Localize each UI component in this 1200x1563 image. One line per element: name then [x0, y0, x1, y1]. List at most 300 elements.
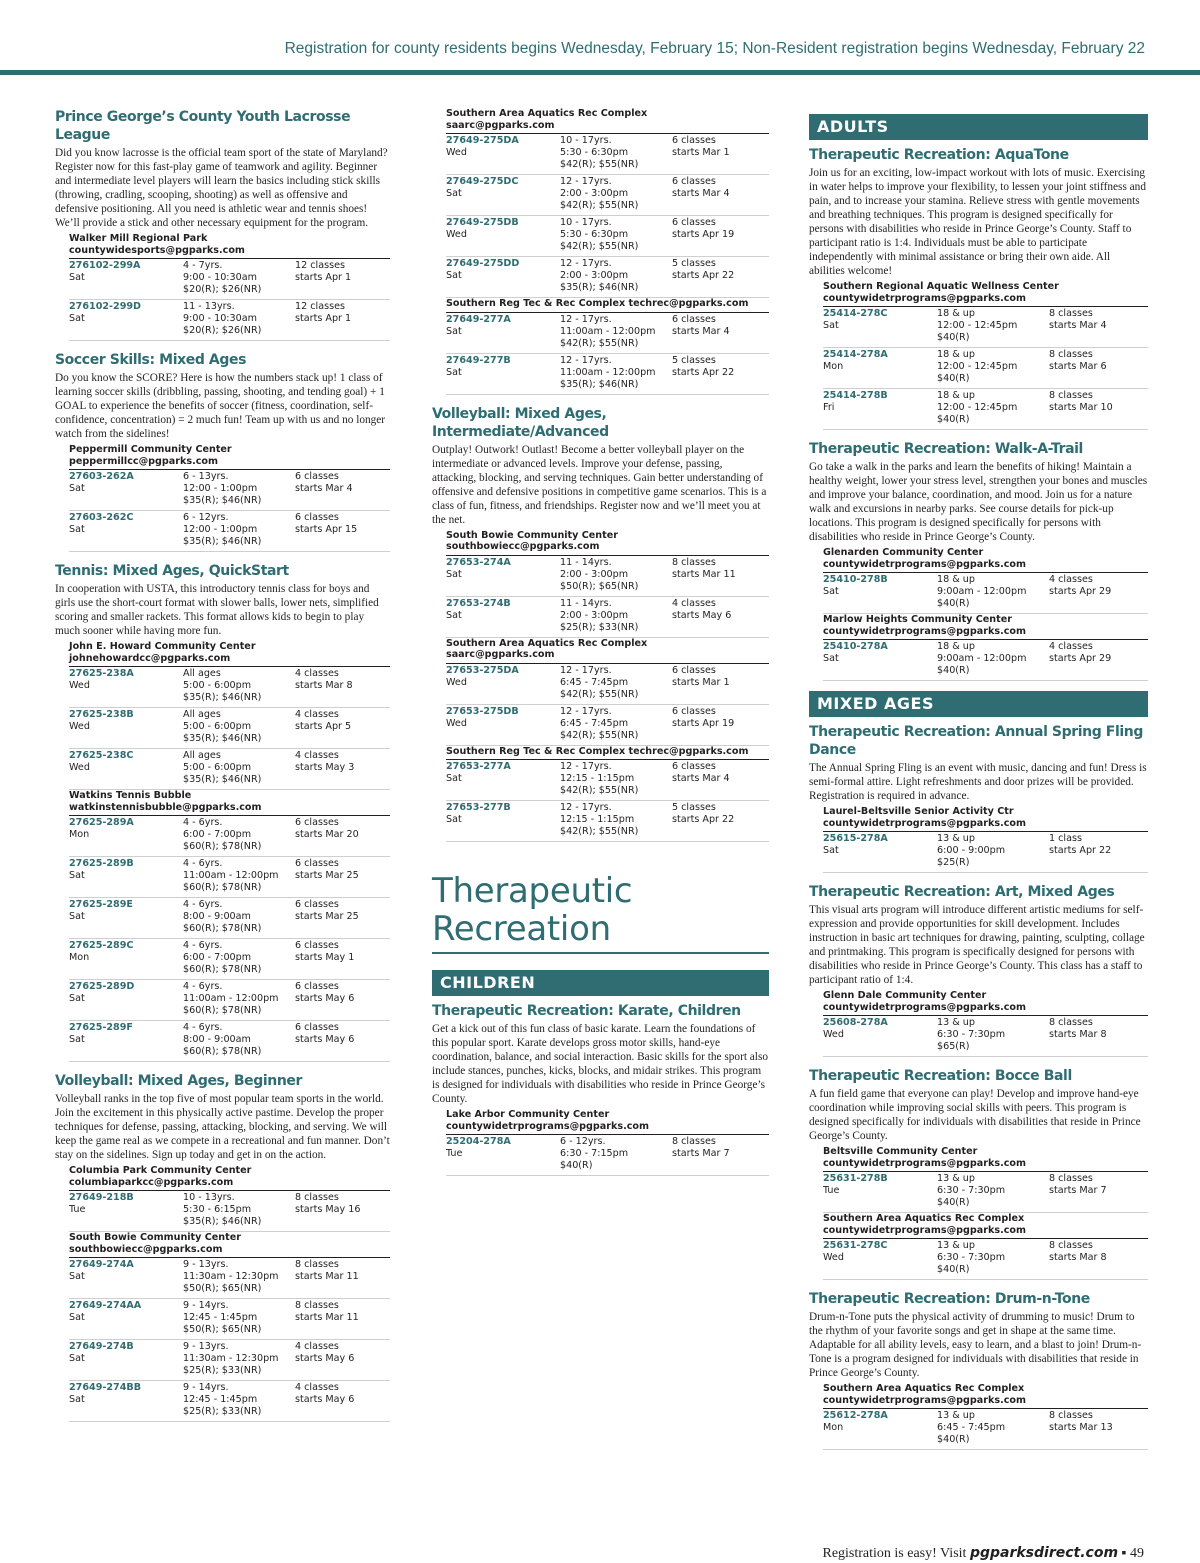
- class-time: 2:00 - 3:00pm: [560, 270, 629, 281]
- class-count: 8 classes: [672, 1136, 716, 1147]
- age-range: 4 - 6yrs.: [183, 1022, 223, 1033]
- program-title: Volleyball: Mixed Ages, Intermediate/Advanced: [432, 405, 609, 440]
- class-row: [69, 857, 390, 898]
- course-code[interactable]: 25414-278A: [823, 349, 888, 360]
- course-code[interactable]: 27649-275DA: [446, 135, 519, 146]
- class-fee: $40(R): [937, 598, 970, 609]
- location-name: Lake Arbor Community Center: [446, 1109, 610, 1120]
- start-date: starts Mar 1: [672, 147, 730, 158]
- course-code[interactable]: 25204-278A: [446, 1136, 511, 1147]
- course-code[interactable]: 27649-277B: [446, 354, 511, 366]
- footer-url-link[interactable]: pgparksdirect.com: [969, 1545, 1119, 1561]
- class-fee: $40(R): [937, 1197, 970, 1208]
- class-fee: $60(R); $78(NR): [183, 1046, 262, 1057]
- course-code[interactable]: 27625-238C: [69, 750, 134, 761]
- course-code[interactable]: 27649-274A: [69, 1259, 134, 1270]
- start-date: starts Apr 22: [672, 366, 735, 378]
- class-day: Wed: [69, 721, 90, 732]
- course-code[interactable]: 27653-275DA: [446, 664, 519, 676]
- course-code[interactable]: 27625-289A: [69, 817, 134, 828]
- location-email: countywidetrprograms@pgparks.com: [823, 1224, 1027, 1236]
- program-title: Volleyball: Mixed Ages, Beginner: [55, 1073, 302, 1089]
- course-code[interactable]: 25612-278A: [823, 1410, 888, 1421]
- class-time: 12:45 - 1:45pm: [183, 1312, 258, 1323]
- program-title: Prince George’s County Youth Lacrosse League: [55, 109, 351, 143]
- age-range: 12 - 17yrs.: [560, 761, 612, 772]
- class-day: Sat: [823, 320, 839, 331]
- location-email: saarc@pgparks.com: [446, 649, 555, 660]
- program-description: This visual arts program will introduce different artistic mediums for self-expression and provide opportunities for skill development. Includes instruction in basic art techniques for drawing, painting, sculpting, collage and printmaking. This program is specifically designed for persons with disabilities who reside in Prince George’s County. This class has a staff to participant ratio of 1:4.: [809, 904, 1145, 986]
- class-count: 4 classes: [295, 1382, 339, 1393]
- class-day: Sat: [446, 814, 462, 825]
- course-code[interactable]: 27625-289D: [69, 981, 135, 992]
- location-email: countywidetrprograms@pgparks.com: [823, 625, 1027, 637]
- class-fee: $65(R): [937, 1041, 970, 1052]
- class-fee: $60(R); $78(NR): [183, 964, 262, 975]
- class-row: [446, 354, 769, 395]
- course-code[interactable]: 276102-299D: [69, 301, 142, 312]
- start-date: starts May 1: [295, 952, 355, 963]
- class-count: 6 classes: [295, 899, 339, 910]
- class-count: 8 classes: [1049, 1240, 1093, 1251]
- class-time: 11:30am - 12:30pm: [183, 1271, 279, 1282]
- program-section: [432, 1002, 769, 1176]
- age-range: 6 - 12yrs.: [183, 512, 229, 523]
- class-fee: $42(R); $55(NR): [560, 159, 639, 170]
- class-fee: $42(R); $55(NR): [560, 688, 639, 700]
- location-header: [446, 530, 769, 556]
- class-day: Sat: [69, 524, 85, 535]
- start-date: starts May 3: [295, 762, 355, 773]
- class-day: Sat: [446, 568, 462, 580]
- class-row: [69, 898, 390, 939]
- class-count: 8 classes: [1049, 349, 1093, 360]
- age-range: 13 & up: [937, 833, 975, 844]
- location-header: [823, 281, 1148, 307]
- course-code[interactable]: 27653-277A: [446, 761, 511, 772]
- class-fee: $40(R): [560, 1160, 593, 1171]
- course-code[interactable]: 25410-278A: [823, 641, 888, 652]
- class-day: Sat: [446, 325, 462, 337]
- start-date: starts May 6: [672, 609, 732, 621]
- class-count: 8 classes: [1049, 1410, 1093, 1421]
- program-description: Outplay! Outwork! Outlast! Become a better volleyball player on the intermediate or advanced levels. Improve your defense, passing, attacking, blocking, and serving techniques. Gain better understanding of offensive and defensive positions in competitive game scenarios. This is a class of fun, fitness, and friendships. Register now and we’ll meet you at the net.: [432, 443, 767, 526]
- course-code[interactable]: 25631-278C: [823, 1240, 888, 1251]
- location-header: [69, 444, 390, 470]
- start-date: starts Mar 4: [295, 483, 353, 494]
- start-date: starts Mar 8: [295, 680, 353, 691]
- course-code[interactable]: 27649-274AA: [69, 1300, 142, 1311]
- class-day: Tue: [823, 1185, 840, 1196]
- age-range: 12 - 17yrs.: [560, 176, 612, 187]
- age-range: 12 - 17yrs.: [560, 802, 612, 813]
- course-code[interactable]: 27653-274A: [446, 556, 511, 568]
- class-row: [69, 816, 390, 857]
- course-code[interactable]: 27625-289C: [69, 940, 134, 951]
- class-count: 6 classes: [295, 817, 339, 828]
- course-code[interactable]: 27625-289B: [69, 858, 134, 869]
- start-date: starts Mar 11: [672, 568, 736, 580]
- location-email: countywidesports@pgparks.com: [69, 244, 245, 256]
- program-description: In cooperation with USTA, this introductory tennis class for boys and girls use the short-court format with slower balls, lower nets, simplified scoring and smaller rackets. This format allows kids to begin to play much sooner while having more fun.: [55, 583, 379, 637]
- class-time: 2:00 - 3:00pm: [560, 188, 629, 199]
- class-time: 12:00 - 12:45pm: [937, 402, 1018, 413]
- class-time: 5:00 - 6:00pm: [183, 680, 252, 691]
- location-header: [69, 641, 390, 667]
- start-date: starts Mar 8: [1049, 1029, 1107, 1040]
- class-time: 9:00 - 10:30am: [183, 313, 257, 324]
- age-range: 13 & up: [937, 1240, 975, 1251]
- program-description: Get a kick out of this fun class of basic karate. Learn the foundations of this popular sport. Karate develops gross motor skills, hand-eye coordination, balance, and social interaction. Basic skills for the sport also include stances, punches, kicks, blocks, and midair strikes. This program is designed for individuals with disabilities who reside in Prince George’s County.: [432, 1023, 768, 1105]
- class-day: Sat: [446, 609, 462, 621]
- class-day: Sat: [69, 1394, 85, 1405]
- location-name: Beltsville Community Center: [823, 1146, 978, 1157]
- course-code[interactable]: 27625-238A: [69, 668, 134, 679]
- location-header: [446, 298, 769, 313]
- class-row: [69, 300, 390, 341]
- class-row: [69, 470, 390, 511]
- class-row: [69, 1299, 390, 1340]
- class-count: 4 classes: [295, 750, 339, 761]
- location-email: southbowiecc@pgparks.com: [69, 1243, 223, 1255]
- class-count: 1 class: [1049, 833, 1082, 844]
- course-code[interactable]: 25615-278A: [823, 833, 888, 844]
- start-date: starts Mar 1: [672, 676, 730, 688]
- start-date: starts Mar 4: [672, 325, 730, 337]
- class-count: 4 classes: [295, 1341, 339, 1352]
- class-fee: $35(R); $46(NR): [183, 774, 262, 785]
- age-range: 11 - 14yrs.: [560, 597, 612, 609]
- class-day: Sat: [446, 773, 462, 784]
- class-count: 4 classes: [1049, 641, 1093, 652]
- class-day: Sat: [69, 1271, 85, 1282]
- class-row: [69, 667, 390, 708]
- course-code[interactable]: 27649-275DC: [446, 176, 519, 187]
- section-title: Therapeutic Recreation: [432, 872, 769, 954]
- course-code[interactable]: 27603-262C: [69, 512, 134, 523]
- page-footer: [822, 1545, 1144, 1562]
- location-email: southbowiecc@pgparks.com: [446, 541, 600, 552]
- age-range: 10 - 13yrs.: [183, 1192, 235, 1203]
- course-code[interactable]: 25631-278B: [823, 1173, 888, 1184]
- class-row: [823, 573, 1148, 614]
- class-day: Sat: [69, 1353, 85, 1364]
- class-day: Mon: [823, 1422, 844, 1433]
- program-description: The Annual Spring Fling is an event with music, dancing and fun! Dress is semi-formal attire. Light refreshments and door prizes will be provided. Registration is required in advance.: [809, 762, 1147, 802]
- location-email: countywidetrprograms@pgparks.com: [823, 1157, 1027, 1169]
- column-3: [809, 108, 1148, 1460]
- program-title: Therapeutic Recreation: Walk-A-Trail: [809, 441, 1083, 457]
- program-title: Therapeutic Recreation: Karate, Children: [432, 1003, 741, 1019]
- program-section: [55, 351, 390, 552]
- class-time: 11:00am - 12:00pm: [183, 993, 279, 1004]
- section-banner: MIXED AGES: [809, 691, 1148, 717]
- location-email: saarc@pgparks.com: [446, 119, 555, 131]
- age-range: 13 & up: [937, 1017, 975, 1028]
- class-fee: $42(R); $55(NR): [560, 785, 639, 796]
- class-count: 6 classes: [295, 981, 339, 992]
- class-fee: $40(R): [937, 1434, 970, 1445]
- page-number: 49: [1130, 1546, 1144, 1561]
- class-day: Tue: [446, 1148, 463, 1159]
- page-header: [0, 0, 1200, 78]
- age-range: 9 - 14yrs.: [183, 1300, 229, 1311]
- class-time: 8:00 - 9:00am: [183, 911, 251, 922]
- class-fee: $60(R); $78(NR): [183, 841, 262, 852]
- class-fee: $50(R); $65(NR): [183, 1283, 262, 1294]
- age-range: 6 - 13yrs.: [183, 471, 229, 482]
- class-day: Wed: [446, 717, 467, 729]
- location-name: Peppermill Community Center: [69, 444, 232, 455]
- class-day: Fri: [823, 402, 835, 413]
- location-email: countywidetrprograms@pgparks.com: [823, 292, 1027, 304]
- class-fee: $42(R); $55(NR): [560, 200, 639, 211]
- class-fee: $60(R); $78(NR): [183, 882, 262, 893]
- age-range: 18 & up: [937, 574, 975, 585]
- class-count: 8 classes: [295, 1192, 339, 1203]
- course-code[interactable]: 27649-218B: [69, 1192, 134, 1203]
- start-date: starts May 6: [295, 993, 355, 1004]
- start-date: starts Mar 10: [1049, 402, 1113, 413]
- program-section: [809, 723, 1148, 873]
- class-count: 5 classes: [672, 802, 716, 813]
- class-day: Sat: [69, 911, 85, 922]
- class-fee: $40(R): [937, 332, 970, 343]
- age-range: 12 - 17yrs.: [560, 664, 612, 676]
- location-email: peppermillcc@pgparks.com: [69, 455, 218, 467]
- class-fee: $60(R); $78(NR): [183, 923, 262, 934]
- start-date: starts Mar 11: [295, 1271, 359, 1282]
- age-range: 4 - 6yrs.: [183, 940, 223, 951]
- class-time: 11:00am - 12:00pm: [560, 325, 656, 337]
- class-row: [446, 760, 769, 801]
- class-row: [446, 216, 769, 257]
- class-day: Wed: [823, 1252, 844, 1263]
- start-date: starts Mar 20: [295, 829, 359, 840]
- location-header: [69, 233, 390, 259]
- program-section: [432, 405, 769, 843]
- class-row: [446, 597, 769, 638]
- course-code[interactable]: 27649-277A: [446, 313, 511, 325]
- class-fee: $60(R); $78(NR): [183, 1005, 262, 1016]
- location-name: Southern Reg Tec & Rec Complex techrec@pgparks.com: [446, 745, 749, 757]
- class-day: Sat: [823, 586, 839, 597]
- class-day: Mon: [823, 361, 844, 372]
- course-code[interactable]: 27649-275DD: [446, 258, 520, 269]
- program-title: Therapeutic Recreation: Drum-n-Tone: [809, 1291, 1090, 1307]
- class-fee: $25(R); $33(NR): [183, 1365, 262, 1376]
- location-name: Southern Reg Tec & Rec Complex techrec@pgparks.com: [446, 298, 749, 309]
- class-count: 4 classes: [1049, 574, 1093, 585]
- start-date: starts Apr 22: [672, 270, 735, 281]
- age-range: 4 - 6yrs.: [183, 981, 223, 992]
- course-code[interactable]: 27649-274B: [69, 1341, 134, 1352]
- program-description: Did you know lacrosse is the official team sport of the state of Maryland? Register now for this fast-play game of teamwork and agility. Beginner and intermediate level players will learn the basics including stick skills (throwing, cradling, scooping, shooting) as well as offensive and defensive positioning. All you need is athletic wear and tennis shoes! We’ll provide a stick and other necessary equipment for the program.: [55, 147, 388, 229]
- class-time: 6:30 - 7:15pm: [560, 1148, 629, 1159]
- class-fee: $35(R); $46(NR): [183, 536, 262, 547]
- location-name: South Bowie Community Center: [69, 1232, 241, 1243]
- course-code[interactable]: 276102-299A: [69, 260, 141, 271]
- start-date: starts May 16: [295, 1204, 361, 1215]
- course-code[interactable]: 27653-277B: [446, 802, 511, 813]
- location-header: [823, 614, 1148, 640]
- location-header: [69, 1165, 390, 1191]
- class-time: 12:45 - 1:45pm: [183, 1394, 258, 1405]
- start-date: starts Apr 29: [1049, 653, 1112, 664]
- start-date: starts Mar 7: [1049, 1185, 1107, 1196]
- age-range: 10 - 17yrs.: [560, 217, 612, 228]
- class-day: Wed: [446, 147, 467, 158]
- start-date: starts Apr 1: [295, 313, 352, 324]
- class-time: 8:00 - 9:00am: [183, 1034, 251, 1045]
- class-count: 5 classes: [672, 258, 716, 269]
- program-description: Volleyball ranks in the top five of most popular team sports in the world. Join the excitement in this physically active pastime. Develop the proper techniques for defense, passing, attacking, blocking, and serving. We will keep the game real as we compete in a recreational and fun manner. Don’t stay on the sidelines. Sign up today and get in on the action.: [55, 1093, 390, 1161]
- location-header: [69, 790, 390, 816]
- location-header: [823, 1383, 1148, 1409]
- course-code[interactable]: 27649-274BB: [69, 1382, 142, 1393]
- class-count: 8 classes: [295, 1300, 339, 1311]
- class-fee: $42(R); $55(NR): [560, 241, 639, 252]
- class-day: Wed: [823, 1029, 844, 1040]
- class-row: [823, 640, 1148, 681]
- class-row: [446, 313, 769, 354]
- start-date: starts Apr 5: [295, 721, 352, 732]
- age-range: 9 - 14yrs.: [183, 1382, 229, 1393]
- class-count: 6 classes: [672, 135, 716, 146]
- class-count: 6 classes: [295, 1022, 339, 1033]
- class-row: [823, 832, 1148, 873]
- location-header: [446, 1109, 769, 1135]
- course-code[interactable]: 25608-278A: [823, 1017, 888, 1028]
- class-row: [446, 705, 769, 746]
- class-row: [69, 511, 390, 552]
- course-code[interactable]: 25410-278B: [823, 574, 888, 585]
- class-day: Sat: [446, 270, 462, 281]
- age-range: 6 - 12yrs.: [560, 1136, 606, 1147]
- age-range: 13 & up: [937, 1173, 975, 1184]
- class-time: 12:00 - 1:00pm: [183, 524, 258, 535]
- class-count: 6 classes: [672, 705, 716, 717]
- class-row: [69, 939, 390, 980]
- class-day: Tue: [69, 1204, 86, 1215]
- class-fee: $35(R); $46(NR): [183, 1216, 262, 1227]
- start-date: starts Mar 13: [1049, 1422, 1113, 1433]
- class-count: 6 classes: [672, 761, 716, 772]
- age-range: 11 - 14yrs.: [560, 556, 612, 568]
- class-row: [446, 664, 769, 705]
- footer-lead: Registration is easy! Visit: [822, 1546, 970, 1561]
- class-fee: $42(R); $55(NR): [560, 729, 639, 741]
- class-time: 9:00 - 10:30am: [183, 272, 257, 283]
- location-name: Glenarden Community Center: [823, 547, 984, 558]
- class-row: [823, 389, 1148, 430]
- class-row: [823, 307, 1148, 348]
- class-row: [446, 257, 769, 298]
- class-fee: $42(R); $55(NR): [560, 826, 639, 837]
- class-count: 6 classes: [295, 471, 339, 482]
- course-code[interactable]: 27625-238B: [69, 709, 134, 720]
- class-row: [69, 708, 390, 749]
- program-title: Therapeutic Recreation: Bocce Ball: [809, 1068, 1072, 1084]
- program-section: [809, 1067, 1148, 1280]
- course-code[interactable]: 27625-289F: [69, 1022, 133, 1033]
- class-time: 2:00 - 3:00pm: [560, 568, 629, 580]
- class-fee: $35(R); $46(NR): [183, 692, 262, 703]
- class-day: Mon: [69, 952, 90, 963]
- class-day: Mon: [69, 829, 90, 840]
- course-code[interactable]: 27625-289E: [69, 899, 133, 910]
- class-time: 6:00 - 7:00pm: [183, 829, 252, 840]
- start-date: starts Apr 19: [672, 717, 735, 729]
- location-name: Southern Area Aquatics Rec Complex: [446, 637, 648, 649]
- location-name: South Bowie Community Center: [446, 529, 618, 541]
- start-date: starts Apr 29: [1049, 586, 1112, 597]
- class-row: [69, 749, 390, 790]
- class-count: 8 classes: [1049, 390, 1093, 401]
- program-section: [55, 108, 390, 341]
- class-row: [823, 1409, 1148, 1450]
- location-name: Walker Mill Regional Park: [69, 233, 208, 244]
- course-code[interactable]: 25414-278B: [823, 390, 888, 401]
- program-title: Therapeutic Recreation: AquaTone: [809, 147, 1069, 163]
- location-header: [446, 108, 769, 134]
- section-banner: CHILDREN: [432, 970, 769, 996]
- class-day: Sat: [823, 845, 839, 856]
- location-name: Southern Regional Aquatic Wellness Center: [823, 281, 1059, 292]
- class-time: 6:45 - 7:45pm: [560, 676, 629, 688]
- course-code[interactable]: 25414-278C: [823, 308, 888, 319]
- class-time: 6:30 - 7:30pm: [937, 1185, 1006, 1196]
- class-day: Sat: [69, 993, 85, 1004]
- course-code[interactable]: 27649-275DB: [446, 217, 519, 228]
- location-header: [823, 1146, 1148, 1172]
- start-date: starts Apr 22: [672, 814, 735, 825]
- age-range: 4 - 6yrs.: [183, 899, 223, 910]
- age-range: 18 & up: [937, 349, 975, 360]
- course-code[interactable]: 27653-274B: [446, 597, 511, 609]
- start-date: starts Mar 4: [1049, 320, 1107, 331]
- location-header: [69, 1232, 390, 1258]
- location-header: [446, 638, 769, 664]
- class-row: [69, 1340, 390, 1381]
- start-date: starts May 6: [295, 1353, 355, 1364]
- age-range: 4 - 6yrs.: [183, 858, 223, 869]
- start-date: starts Mar 8: [1049, 1252, 1107, 1263]
- class-day: Sat: [69, 272, 85, 283]
- program-section: [432, 108, 769, 395]
- class-time: 5:30 - 6:30pm: [560, 147, 629, 158]
- age-range: 12 - 17yrs.: [560, 354, 612, 366]
- course-code[interactable]: 27603-262A: [69, 471, 134, 482]
- age-range: 12 - 17yrs.: [560, 705, 612, 717]
- section-banner: ADULTS: [809, 114, 1148, 140]
- class-day: Sat: [69, 1034, 85, 1045]
- class-fee: $35(R); $46(NR): [183, 733, 262, 744]
- program-description: Drum-n-Tone puts the physical activity of drumming to music! Drum to the rhythm of your favorite songs and get in shape at the same time. Adaptable for all ability levels, easy to learn, and a blast to join! Drum-n-Tone is a program designed for individuals with disabilities that reside in Prince George’s County.: [809, 1311, 1142, 1379]
- class-time: 5:00 - 6:00pm: [183, 721, 252, 732]
- class-fee: $20(R); $26(NR): [183, 284, 262, 295]
- class-time: 2:00 - 3:00pm: [560, 609, 629, 621]
- start-date: starts May 6: [295, 1034, 355, 1045]
- class-count: 6 classes: [672, 217, 716, 228]
- class-count: 6 classes: [672, 313, 716, 325]
- class-day: Sat: [446, 366, 462, 378]
- start-date: starts Mar 6: [1049, 361, 1107, 372]
- location-email: countywidetrprograms@pgparks.com: [823, 1394, 1027, 1406]
- footer-separator: ▪: [1118, 1546, 1130, 1561]
- course-code[interactable]: 27653-275DB: [446, 705, 519, 717]
- class-count: 8 classes: [672, 556, 716, 568]
